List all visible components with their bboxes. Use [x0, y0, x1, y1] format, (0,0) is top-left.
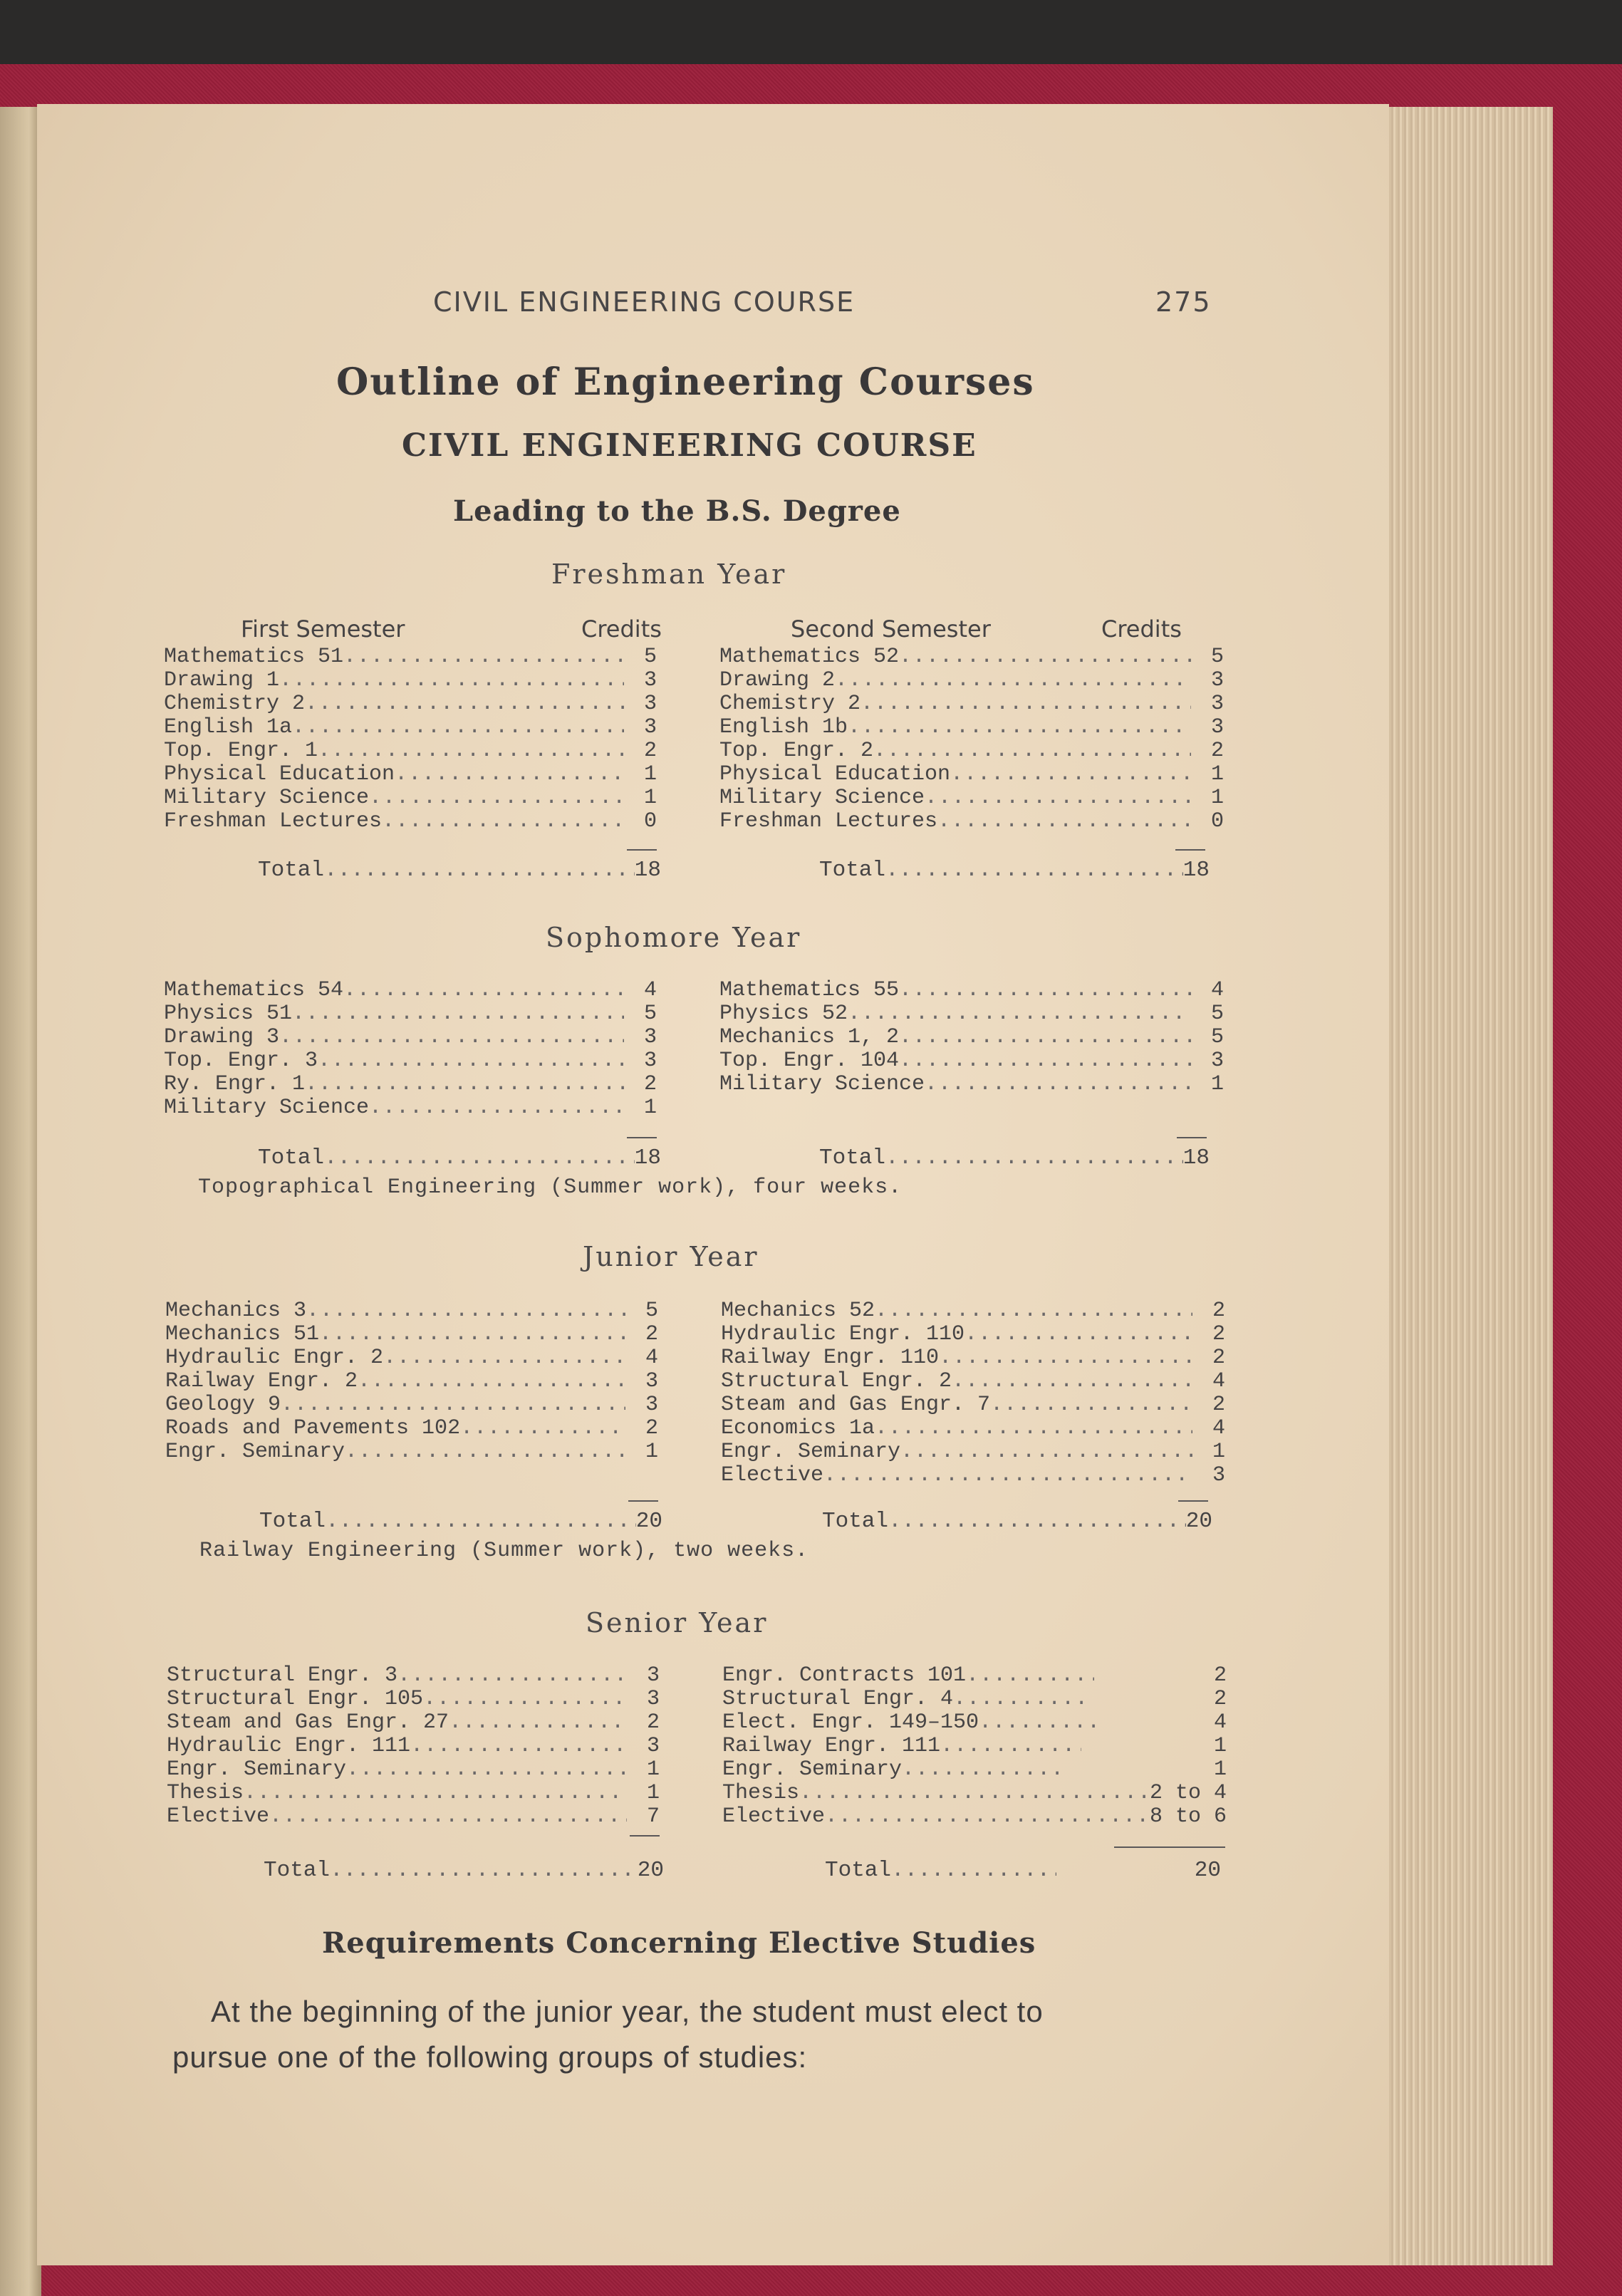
senior-first-total: Total ..... 20	[264, 1858, 664, 1883]
junior-second-total: Total ..... 20	[822, 1509, 1212, 1534]
page-number: 275	[1155, 286, 1212, 318]
freshman-first-semester-list	[164, 645, 657, 833]
course-row: Elective ..... 8 to 6	[722, 1805, 1227, 1829]
course-row: Freshman Lectures ..... 0	[719, 810, 1224, 833]
course-row: Thesis ..... 2 to 4	[722, 1782, 1227, 1805]
course-row: English 1a ..... 3	[164, 716, 657, 739]
course-row: Engr. Seminary ..... 1	[167, 1758, 660, 1782]
first-semester-label: First Semester	[241, 615, 405, 643]
course-row: English 1b ..... 3	[719, 716, 1224, 739]
course-row: Physical Education ..... 1	[164, 763, 657, 786]
course-row: Structural Engr. 105 ..... 3	[167, 1688, 660, 1711]
course-row: Mechanics 52 ..... 2	[721, 1299, 1225, 1323]
course-row: Structural Engr. 4 ..... 2	[722, 1688, 1227, 1711]
course-row: Structural Engr. 2 ..... 4	[721, 1370, 1225, 1393]
course-row: Mathematics 51 ..... 5	[164, 645, 657, 669]
course-row: Top. Engr. 2 ..... 2	[719, 739, 1224, 763]
sum-rule	[1114, 1846, 1225, 1848]
course-row: Top. Engr. 1 ..... 2	[164, 739, 657, 763]
course-row: Drawing 2 ..... 3	[719, 669, 1224, 692]
sum-rule	[627, 849, 657, 851]
sum-rule	[630, 1835, 660, 1837]
book-page	[37, 104, 1389, 2265]
sum-rule	[627, 1137, 657, 1138]
junior-year-heading: Junior Year	[583, 1241, 759, 1272]
senior-first-semester-list	[167, 1664, 660, 1829]
course-row: Mechanics 51 ..... 2	[165, 1323, 658, 1346]
course-row: Elect. Engr. 149–150 ..... 4	[722, 1711, 1227, 1735]
course-row: Roads and Pavements 102 ..... 2	[165, 1417, 658, 1440]
course-row: Military Science ..... 1	[719, 1073, 1224, 1096]
course-row: Top. Engr. 3 ..... 3	[164, 1049, 657, 1073]
second-semester-label: Second Semester	[791, 615, 991, 643]
course-row: Mechanics 1, 2 ..... 5	[719, 1026, 1224, 1049]
course-row: Military Science ..... 1	[164, 786, 657, 810]
junior-first-semester-list	[165, 1299, 658, 1464]
page-stack-edges	[1378, 107, 1553, 2265]
course-row: Mathematics 55 ..... 4	[719, 979, 1224, 1002]
sum-rule	[1177, 1137, 1207, 1138]
freshman-year-heading: Freshman Year	[551, 559, 787, 590]
course-row: Engr. Seminary ..... 1	[722, 1758, 1227, 1782]
course-row: Structural Engr. 3 ..... 3	[167, 1664, 660, 1688]
course-row: Drawing 1 ..... 3	[164, 669, 657, 692]
sum-rule	[1175, 849, 1205, 851]
course-row: Elective ..... 3	[721, 1464, 1225, 1487]
course-row: Engr. Seminary ..... 1	[165, 1440, 658, 1464]
course-row: Hydraulic Engr. 2 ..... 4	[165, 1346, 658, 1370]
course-row: Railway Engr. 111 ..... 1	[722, 1735, 1227, 1758]
junior-first-total: Total ..... 20	[259, 1509, 662, 1534]
course-row: Physics 51 ..... 5	[164, 1002, 657, 1026]
previous-page-edge	[0, 107, 41, 2296]
course-row: Elective ..... 7	[167, 1805, 660, 1829]
course-row: Mechanics 3 ..... 5	[165, 1299, 658, 1323]
course-row: Mathematics 54 ..... 4	[164, 979, 657, 1002]
junior-second-semester-list	[721, 1299, 1225, 1487]
course-title: CIVIL ENGINEERING COURSE	[402, 427, 977, 464]
sophomore-first-total: Total ..... 18	[258, 1146, 661, 1170]
freshman-first-total: Total ..... 18	[258, 858, 661, 883]
course-row: Physical Education ..... 1	[719, 763, 1224, 786]
course-row: Steam and Gas Engr. 27 ..... 2	[167, 1711, 660, 1735]
course-row: Economics 1a ..... 4	[721, 1417, 1225, 1440]
course-row: Freshman Lectures ..... 0	[164, 810, 657, 833]
course-row: Chemistry 2 ..... 3	[164, 692, 657, 716]
sophomore-first-semester-list	[164, 979, 657, 1120]
senior-year-heading: Senior Year	[586, 1607, 769, 1638]
sophomore-year-heading: Sophomore Year	[546, 922, 802, 953]
course-row: Military Science ..... 1	[164, 1096, 657, 1120]
body-paragraph-line: pursue one of the following groups of studies:	[172, 2040, 808, 2074]
course-row: Geology 9 ..... 3	[165, 1393, 658, 1417]
course-row: Thesis ..... 1	[167, 1782, 660, 1805]
course-row: Chemistry 2 ..... 3	[719, 692, 1224, 716]
course-row: Railway Engr. 110 ..... 2	[721, 1346, 1225, 1370]
course-row: Engr. Contracts 101 ..... 2	[722, 1664, 1227, 1688]
body-paragraph-line: At the beginning of the junior year, the student must elect to	[211, 1995, 1044, 2028]
course-row: Ry. Engr. 1 ..... 2	[164, 1073, 657, 1096]
credits-label-first: Credits	[581, 615, 662, 643]
running-title: CIVIL ENGINEERING COURSE	[433, 286, 856, 318]
course-row: Hydraulic Engr. 110 ..... 2	[721, 1323, 1225, 1346]
course-row: Mathematics 52 ..... 5	[719, 645, 1224, 669]
course-row: Drawing 3 ..... 3	[164, 1026, 657, 1049]
credits-label-second: Credits	[1101, 615, 1182, 643]
course-row: Military Science ..... 1	[719, 786, 1224, 810]
course-row: Physics 52 ..... 5	[719, 1002, 1224, 1026]
senior-second-total: Total ..... 20	[825, 1858, 1221, 1883]
sum-rule	[628, 1500, 658, 1502]
sum-rule	[1178, 1500, 1208, 1502]
summer-work-note: Topographical Engineering (Summer work), four weeks.	[198, 1175, 903, 1200]
degree-subtitle: Leading to the B.S. Degree	[453, 494, 901, 528]
freshman-second-semester-list	[719, 645, 1224, 833]
course-row: Top. Engr. 104 ..... 3	[719, 1049, 1224, 1073]
sophomore-second-total: Total ..... 18	[819, 1146, 1210, 1170]
summer-work-note: Railway Engineering (Summer work), two weeks.	[199, 1539, 809, 1563]
requirements-heading: Requirements Concerning Elective Studies	[322, 1926, 1036, 1960]
course-row: Hydraulic Engr. 111 ..... 3	[167, 1735, 660, 1758]
main-title: Outline of Engineering Courses	[336, 360, 1035, 404]
senior-second-semester-list	[722, 1664, 1227, 1829]
sophomore-second-semester-list	[719, 979, 1224, 1096]
course-row: Railway Engr. 2 ..... 3	[165, 1370, 658, 1393]
freshman-second-total: Total ..... 18	[819, 858, 1210, 883]
course-row: Engr. Seminary ..... 1	[721, 1440, 1225, 1464]
course-row: Steam and Gas Engr. 7 ..... 2	[721, 1393, 1225, 1417]
